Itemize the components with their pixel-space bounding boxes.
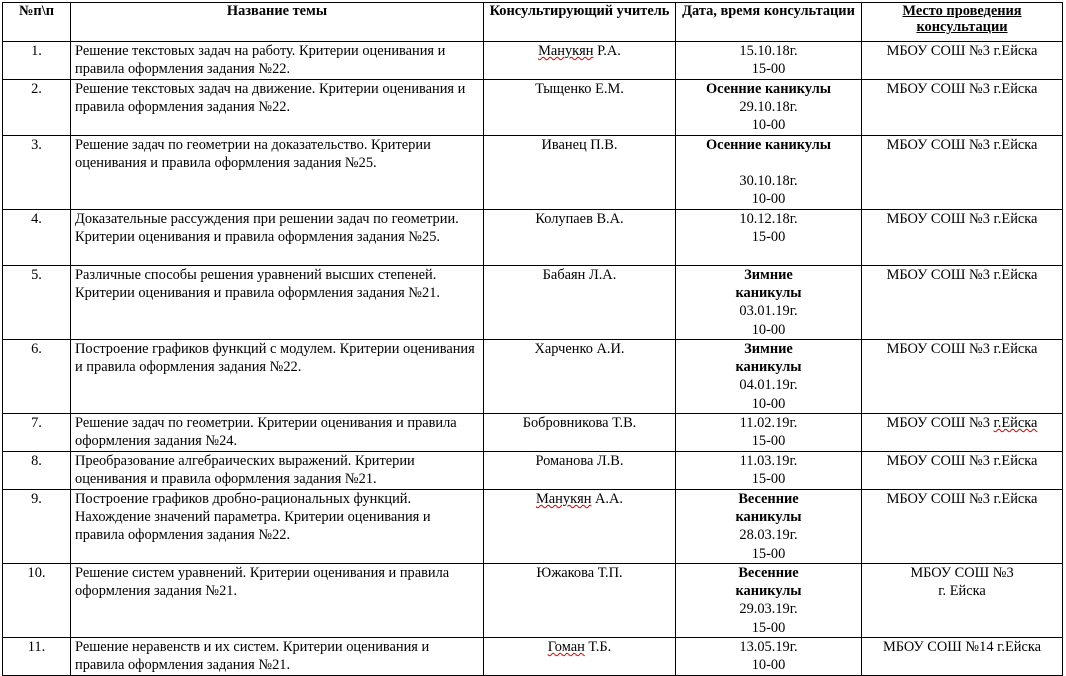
row-date	[676, 564, 862, 638]
row-teacher	[484, 42, 676, 80]
row-place: МБОУ СОШ №3 г.Ейска	[862, 452, 1063, 490]
row-teacher: Харченко А.И.	[484, 340, 676, 414]
table-row	[3, 340, 1063, 414]
time-value: 10-00	[751, 657, 786, 674]
row-date	[676, 452, 862, 490]
date-value: 10.12.18г.	[739, 211, 798, 227]
table-row	[3, 638, 1063, 676]
time-value: 10-00	[751, 117, 786, 134]
time-value: 15-00	[751, 619, 786, 636]
row-place	[862, 414, 1063, 452]
row-place: МБОУ СОШ №3 г.Ейска	[862, 210, 1063, 266]
date-value: 15.10.18г.	[739, 43, 798, 59]
date-label: Осенние каникулы	[705, 81, 832, 97]
place-city: г.Ейска	[993, 415, 1038, 431]
row-topic: Решение задач по геометрии. Критерии оценивания и правила оформления задания №24.	[71, 414, 484, 452]
row-date	[676, 210, 862, 266]
date-label: Весенние каникулы	[735, 565, 802, 600]
teacher-initials: Т.Б.	[584, 639, 612, 655]
date-label: Весенние каникулы	[735, 491, 802, 526]
header-date: Дата, время консультации	[676, 3, 862, 42]
row-topic: Решение текстовых задач на работу. Критерии оценивания и правила оформления задания №22.	[71, 42, 484, 80]
row-place: МБОУ СОШ №3 г.Ейска	[862, 340, 1063, 414]
row-place	[862, 564, 1063, 638]
row-date	[676, 638, 862, 676]
table-header-row	[3, 3, 1063, 42]
row-teacher: Тыщенко Е.М.	[484, 80, 676, 136]
row-num: 2.	[3, 80, 71, 136]
date-value: 29.03.19г.	[739, 601, 798, 618]
row-teacher: Южакова Т.П.	[484, 564, 676, 638]
row-topic: Доказательные рассуждения при решении задач по геометрии. Критерии оценивания и правила оформления задания №25.	[71, 210, 484, 266]
header-teacher: Консультирующий учитель	[484, 3, 676, 42]
place-school: МБОУ СОШ №3	[910, 565, 1014, 581]
row-teacher: Колупаев В.А.	[484, 210, 676, 266]
time-value: 10-00	[751, 191, 786, 208]
date-value: 13.05.19г.	[739, 639, 798, 655]
row-topic: Преобразование алгебраических выражений. Критерии оценивания и правила оформления задания №21.	[71, 452, 484, 490]
row-teacher	[484, 638, 676, 676]
time-value: 15-00	[751, 545, 786, 562]
row-date	[676, 414, 862, 452]
row-topic: Различные способы решения уравнений высших степеней. Критерии оценивания и правила оформления задания №21.	[71, 266, 484, 340]
table-row	[3, 266, 1063, 340]
time-value: 10-00	[751, 395, 786, 412]
row-num: 1.	[3, 42, 71, 80]
table-row	[3, 80, 1063, 136]
row-topic: Решение систем уравнений. Критерии оценивания и правила оформления задания №21.	[71, 564, 484, 638]
teacher-initials: Р.А.	[593, 43, 621, 59]
row-place: МБОУ СОШ №3 г.Ейска	[862, 80, 1063, 136]
row-date	[676, 340, 862, 414]
row-topic: Решение неравенств и их систем. Критерии оценивания и правила оформления задания №21.	[71, 638, 484, 676]
row-num: 4.	[3, 210, 71, 266]
row-topic: Построение графиков функций с модулем. Критерии оценивания и правила оформления задания №22.	[71, 340, 484, 414]
teacher-surname: Манукян	[538, 43, 594, 59]
row-date	[676, 490, 862, 564]
teacher-surname: Гоман	[547, 639, 585, 655]
date-label: Зимние каникулы	[735, 341, 802, 376]
row-num: 11.	[3, 638, 71, 676]
teacher-initials: А.А.	[591, 491, 623, 507]
time-value: 15-00	[751, 229, 786, 246]
row-place: МБОУ СОШ №3 г.Ейска	[862, 136, 1063, 210]
date-value: 29.10.18г.	[739, 99, 798, 116]
date-value: 11.03.19г.	[739, 453, 798, 469]
row-place: МБОУ СОШ №3 г.Ейска	[862, 490, 1063, 564]
row-num: 9.	[3, 490, 71, 564]
row-teacher: Иванец П.В.	[484, 136, 676, 210]
row-place: МБОУ СОШ №3 г.Ейска	[862, 42, 1063, 80]
date-value: 03.01.19г.	[739, 303, 798, 320]
row-num: 3.	[3, 136, 71, 210]
row-num: 6.	[3, 340, 71, 414]
header-place-text: Место проведения консультации	[902, 3, 1022, 35]
table-row	[3, 210, 1063, 266]
row-date	[676, 42, 862, 80]
time-value: 10-00	[751, 321, 786, 338]
date-value: 30.10.18г.	[739, 173, 798, 190]
header-place	[862, 3, 1063, 42]
table-row	[3, 564, 1063, 638]
time-value: 15-00	[751, 433, 786, 450]
header-num: №п\п	[3, 3, 71, 42]
row-topic: Построение графиков дробно-рациональных функций. Нахождение значений параметра. Критерии оценивания и правила оформления задания №22.	[71, 490, 484, 564]
row-num: 7.	[3, 414, 71, 452]
table-row	[3, 136, 1063, 210]
date-label: Осенние каникулы	[705, 137, 832, 153]
table-row	[3, 414, 1063, 452]
date-label: Зимние каникулы	[735, 267, 802, 302]
row-teacher: Бобровникова Т.В.	[484, 414, 676, 452]
row-place: МБОУ СОШ №14 г.Ейска	[862, 638, 1063, 676]
time-value: 15-00	[751, 61, 786, 78]
date-value: 11.02.19г.	[739, 415, 798, 431]
row-teacher: Романова Л.В.	[484, 452, 676, 490]
place-city: г. Ейска	[938, 583, 986, 600]
row-date	[676, 136, 862, 210]
header-topic: Название темы	[71, 3, 484, 42]
row-num: 8.	[3, 452, 71, 490]
table-row	[3, 490, 1063, 564]
row-num: 5.	[3, 266, 71, 340]
row-topic: Решение текстовых задач на движение. Критерии оценивания и правила оформления задания №22.	[71, 80, 484, 136]
date-value: 28.03.19г.	[739, 527, 798, 544]
row-topic: Решение задач по геометрии на доказательство. Критерии оценивания и правила оформления задания №25.	[71, 136, 484, 210]
consultation-schedule-table	[2, 2, 1063, 676]
table-row	[3, 452, 1063, 490]
row-date	[676, 266, 862, 340]
date-value: 04.01.19г.	[739, 377, 798, 394]
teacher-surname: Манукян	[536, 491, 592, 507]
table-row	[3, 42, 1063, 80]
row-num: 10.	[3, 564, 71, 638]
place-school: МБОУ СОШ №3	[886, 415, 994, 431]
row-teacher	[484, 490, 676, 564]
row-teacher: Бабаян Л.А.	[484, 266, 676, 340]
row-date	[676, 80, 862, 136]
row-place: МБОУ СОШ №3 г.Ейска	[862, 266, 1063, 340]
time-value: 15-00	[751, 471, 786, 488]
